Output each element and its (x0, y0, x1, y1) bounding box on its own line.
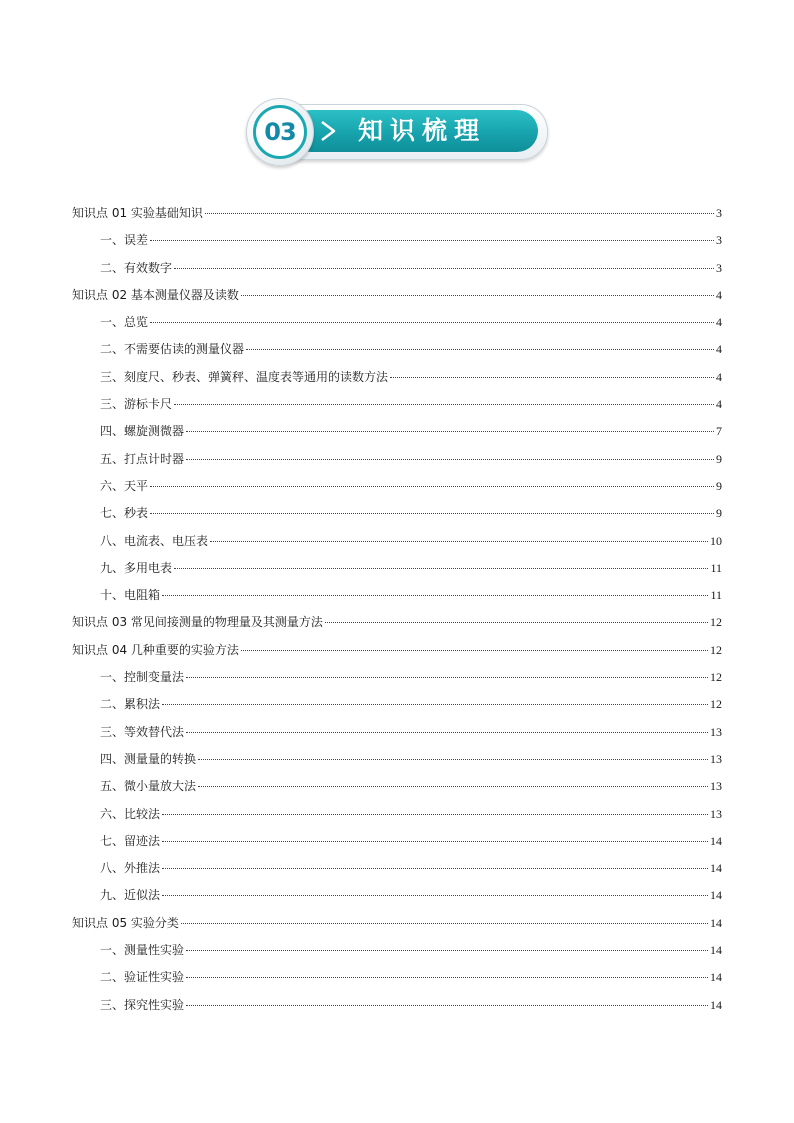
toc-dot-leader (325, 622, 708, 623)
toc-subsection-entry[interactable] (72, 364, 722, 391)
toc-entry-label: 知识点 02 基本测量仪器及读数 (72, 287, 239, 302)
toc-dot-leader (241, 650, 708, 651)
toc-entry-label: 九、多用电表 (100, 560, 173, 575)
toc-subsection-entry[interactable] (72, 418, 722, 445)
toc-dot-leader (181, 923, 708, 924)
toc-subsection-entry[interactable] (72, 801, 722, 828)
toc-dot-leader (174, 404, 714, 405)
toc-entry-label: 知识点 04 几种重要的实验方法 (72, 642, 239, 657)
toc-dot-leader (205, 213, 714, 214)
toc-page-number: 10 (710, 533, 722, 548)
toc-page-number: 9 (716, 506, 722, 521)
toc-dot-leader (198, 786, 708, 787)
toc-page-number: 4 (716, 342, 722, 357)
toc-page-number: 3 (716, 260, 722, 275)
toc-page-number: 4 (716, 287, 722, 302)
toc-page-number: 11 (710, 588, 722, 603)
toc-entry-label: 六、天平 (100, 478, 149, 493)
toc-dot-leader (186, 732, 708, 733)
toc-page-number: 14 (710, 888, 722, 903)
toc-page-number: 13 (710, 751, 722, 766)
section-header-badge (246, 98, 548, 164)
toc-entry-label: 知识点 01 实验基础知识 (72, 206, 203, 220)
toc-section-entry[interactable] (72, 910, 722, 937)
toc-entry-label: 十、电阻箱 (100, 588, 161, 603)
toc-dot-leader (174, 568, 708, 569)
toc-page-number: 9 (716, 478, 722, 493)
toc-dot-leader (246, 349, 714, 350)
toc-dot-leader (186, 677, 708, 678)
toc-dot-leader (162, 868, 708, 869)
toc-page-number: 4 (716, 369, 722, 384)
toc-dot-leader (186, 950, 708, 951)
badge-number-circle (246, 98, 314, 166)
toc-entry-label: 七、留迹法 (100, 833, 161, 848)
toc-dot-leader (150, 240, 714, 241)
toc-entry-label: 二、验证性实验 (100, 970, 185, 985)
toc-page-number: 12 (710, 697, 722, 712)
toc-page-number: 13 (710, 806, 722, 821)
toc-dot-leader (150, 486, 714, 487)
toc-dot-leader (198, 759, 708, 760)
table-of-contents (72, 200, 722, 1019)
toc-subsection-entry[interactable] (72, 528, 722, 555)
toc-dot-leader (186, 431, 714, 432)
toc-page-number: 4 (716, 397, 722, 412)
toc-section-entry[interactable] (72, 200, 722, 227)
toc-entry-label: 一、总览 (100, 315, 149, 330)
toc-subsection-entry[interactable] (72, 582, 722, 609)
badge-number-ring (253, 105, 307, 159)
toc-entry-label: 九、近似法 (100, 888, 161, 903)
toc-subsection-entry[interactable] (72, 719, 722, 746)
toc-page-number: 7 (716, 424, 722, 439)
toc-page-number: 3 (716, 233, 722, 248)
toc-subsection-entry[interactable] (72, 227, 722, 254)
toc-subsection-entry[interactable] (72, 309, 722, 336)
toc-dot-leader (186, 977, 708, 978)
toc-page-number: 14 (710, 833, 722, 848)
toc-entry-label: 八、外推法 (100, 861, 161, 876)
toc-dot-leader (174, 268, 714, 269)
toc-entry-label: 知识点 05 实验分类 (72, 915, 179, 930)
toc-entry-label: 五、微小量放大法 (100, 779, 197, 794)
toc-entry-label: 五、打点计时器 (100, 451, 185, 466)
toc-dot-leader (150, 322, 714, 323)
toc-entry-label: 六、比较法 (100, 806, 161, 821)
toc-page-number: 13 (710, 779, 722, 794)
toc-entry-label: 八、电流表、电压表 (100, 533, 209, 548)
toc-page-number: 14 (710, 970, 722, 985)
toc-subsection-entry[interactable] (72, 446, 722, 473)
toc-entry-label: 一、误差 (100, 233, 149, 248)
toc-subsection-entry[interactable] (72, 937, 722, 964)
toc-page-number: 3 (716, 206, 722, 220)
toc-subsection-entry[interactable] (72, 500, 722, 527)
toc-entry-label: 三、探究性实验 (100, 997, 185, 1012)
toc-dot-leader (210, 541, 708, 542)
toc-page-number: 13 (710, 724, 722, 739)
toc-entry-label: 二、不需要估读的测量仪器 (100, 342, 245, 357)
toc-entry-label: 二、有效数字 (100, 260, 173, 275)
toc-dot-leader (162, 895, 708, 896)
toc-page-number: 12 (710, 615, 722, 630)
toc-entry-label: 三、等效替代法 (100, 724, 185, 739)
toc-dot-leader (186, 459, 714, 460)
toc-entry-label: 四、测量量的转换 (100, 751, 197, 766)
toc-subsection-entry[interactable] (72, 336, 722, 363)
toc-dot-leader (241, 295, 714, 296)
toc-entry-label: 七、秒表 (100, 506, 149, 521)
toc-entry-label: 一、控制变量法 (100, 670, 185, 685)
toc-section-entry[interactable] (72, 637, 722, 664)
toc-entry-label: 一、测量性实验 (100, 943, 185, 958)
toc-subsection-entry[interactable] (72, 391, 722, 418)
toc-dot-leader (162, 814, 708, 815)
toc-page-number: 14 (710, 861, 722, 876)
toc-subsection-entry[interactable] (72, 964, 722, 991)
toc-page-number: 11 (710, 560, 722, 575)
toc-page-number: 14 (710, 997, 722, 1012)
toc-dot-leader (390, 377, 714, 378)
toc-dot-leader (186, 1005, 708, 1006)
toc-subsection-entry[interactable] (72, 664, 722, 691)
toc-page-number: 14 (710, 915, 722, 930)
toc-subsection-entry[interactable] (72, 855, 722, 882)
toc-dot-leader (162, 704, 708, 705)
chevron-right-icon (318, 120, 340, 142)
toc-entry-label: 三、游标卡尺 (100, 397, 173, 412)
section-title: 知识梳理 (358, 116, 487, 145)
toc-page-number: 12 (710, 670, 722, 685)
toc-page-number: 4 (716, 315, 722, 330)
toc-section-entry[interactable] (72, 282, 722, 309)
toc-entry-label: 知识点 03 常见间接测量的物理量及其测量方法 (72, 615, 323, 630)
toc-subsection-entry[interactable] (72, 691, 722, 718)
toc-dot-leader (162, 595, 708, 596)
toc-subsection-entry[interactable] (72, 828, 722, 855)
toc-page-number: 9 (716, 451, 722, 466)
toc-entry-label: 三、刻度尺、秒表、弹簧秤、温度表等通用的读数方法 (100, 369, 389, 384)
toc-subsection-entry[interactable] (72, 473, 722, 500)
toc-subsection-entry[interactable] (72, 992, 722, 1019)
toc-subsection-entry[interactable] (72, 555, 722, 582)
section-number: 03 (264, 118, 296, 146)
toc-entry-label: 四、螺旋测微器 (100, 424, 185, 439)
toc-section-entry[interactable] (72, 609, 722, 636)
toc-subsection-entry[interactable] (72, 746, 722, 773)
toc-dot-leader (162, 841, 708, 842)
toc-subsection-entry[interactable] (72, 255, 722, 282)
toc-subsection-entry[interactable] (72, 882, 722, 909)
toc-entry-label: 二、累积法 (100, 697, 161, 712)
toc-subsection-entry[interactable] (72, 773, 722, 800)
toc-dot-leader (150, 513, 714, 514)
toc-page-number: 12 (710, 642, 722, 657)
toc-page-number: 14 (710, 943, 722, 958)
